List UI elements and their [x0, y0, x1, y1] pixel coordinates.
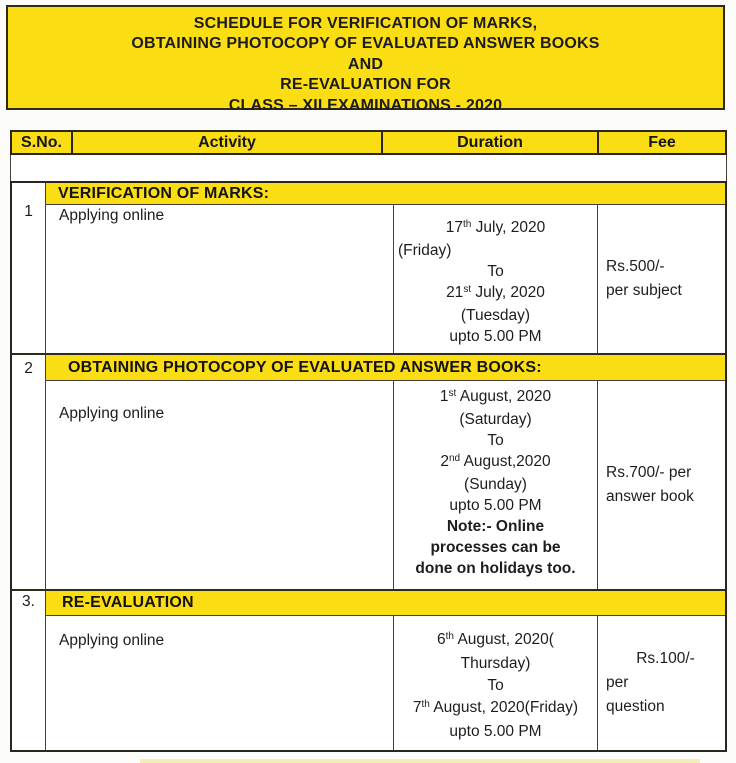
section-right-part: [46, 183, 725, 353]
fee-line: Rs.100/-: [636, 649, 695, 667]
sno-cell: [12, 355, 46, 588]
duration-line: upto 5.00 PM: [449, 497, 542, 515]
duration-line: upto 5.00 PM: [449, 328, 542, 345]
section-heading-banner: [46, 355, 725, 381]
duration-cell: [394, 381, 598, 588]
title-line-2: OBTAINING PHOTOCOPY OF EVALUATED ANSWER BOOKS: [131, 35, 600, 53]
section-content-row: [46, 381, 725, 588]
section-content-row: [46, 205, 725, 353]
duration-line: 1st August, 2020: [439, 388, 552, 406]
column-header-activity: Activity: [73, 132, 383, 153]
fee-line: Rs.700/- per: [606, 463, 692, 481]
duration-line: upto 5.00 PM: [449, 722, 542, 740]
activity-label: Applying online: [59, 405, 165, 423]
section-heading: OBTAINING PHOTOCOPY OF EVALUATED ANSWER BOOKS:: [68, 358, 542, 376]
section-right-part: [46, 591, 725, 750]
activity-label: Applying online: [59, 631, 165, 649]
fee-line: Rs.500/-: [606, 258, 665, 276]
fee-line: question: [606, 697, 665, 715]
duration-line: (Sunday): [464, 476, 527, 494]
fee-cell: [598, 616, 725, 750]
section-row-3: [12, 589, 725, 750]
duration-line: To: [487, 432, 504, 450]
duration-line: To: [487, 263, 504, 280]
duration-line: Note:- Online: [446, 518, 545, 536]
activity-cell: [46, 616, 394, 750]
sno-value: 2: [24, 360, 33, 378]
fee-line: per subject: [606, 282, 682, 300]
duration-line: Thursday): [460, 654, 531, 672]
title-line-4: RE-EVALUATION FOR: [280, 76, 451, 94]
sno-value: 3.: [22, 592, 35, 610]
duration-line: processes can be: [430, 539, 561, 557]
section-content-row: [46, 616, 725, 750]
duration-line: 17th July, 2020: [445, 219, 546, 236]
sno-cell: [12, 183, 46, 353]
fee-cell: [598, 205, 725, 353]
sno-cell: [12, 591, 46, 750]
activity-cell: [46, 381, 394, 588]
next-page-edge: [140, 759, 700, 763]
body-table: [10, 181, 727, 752]
fee-line: answer book: [606, 487, 694, 505]
section-heading: RE-EVALUATION: [62, 593, 194, 611]
activity-label: Applying online: [59, 207, 165, 224]
section-heading-banner: [46, 591, 725, 616]
section-row-1: [12, 183, 725, 353]
duration-line: (Tuesday): [460, 307, 531, 324]
spacer-row: [10, 155, 727, 181]
section-heading: VERIFICATION OF MARKS:: [58, 184, 270, 202]
section-right-part: [46, 355, 725, 588]
title-line-3: AND: [347, 55, 384, 73]
duration-line: (Saturday): [459, 411, 532, 429]
title-line-1: SCHEDULE FOR VERIFICATION OF MARKS,: [193, 15, 538, 32]
title-box: [6, 5, 725, 114]
column-header-fee: Fee: [599, 132, 725, 153]
activity-cell: [46, 205, 394, 353]
duration-cell: [394, 616, 598, 750]
duration-line: (Friday): [398, 242, 452, 259]
duration-cell: [394, 205, 598, 353]
fee-cell: [598, 381, 725, 588]
column-header-sno: S.No.: [12, 132, 73, 153]
sno-value: 1: [24, 203, 33, 220]
column-header-duration: Duration: [383, 132, 599, 153]
section-row-2: [12, 353, 725, 588]
duration-line: 6th August, 2020(: [437, 630, 554, 648]
duration-line: 21st July, 2020: [446, 284, 545, 301]
fee-line: per: [606, 673, 629, 691]
duration-line: 7th August, 2020(Friday): [412, 698, 579, 716]
section-heading-banner: [46, 183, 725, 205]
table-header-row: [10, 130, 727, 155]
duration-line: To: [487, 676, 504, 694]
duration-line: 2nd August,2020: [440, 453, 551, 471]
title-line-5: CLASS – XII EXAMINATIONS - 2020: [228, 96, 503, 114]
duration-line: done on holidays too.: [415, 560, 576, 578]
